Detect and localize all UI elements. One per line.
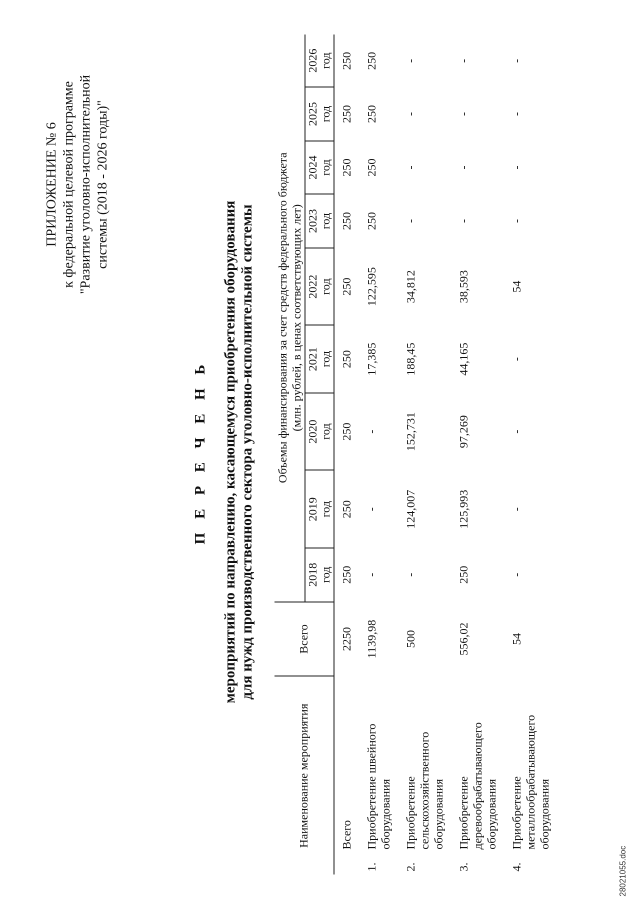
header-year bbox=[305, 87, 334, 141]
header-funding-line: Объемы финансирования за счет средств федерального бюджета bbox=[275, 152, 290, 484]
row-value: - bbox=[509, 112, 524, 117]
appendix-line: к федеральной целевой программе bbox=[61, 81, 77, 288]
row-value: - bbox=[364, 429, 379, 434]
table-row bbox=[360, 35, 399, 875]
row-value: - bbox=[403, 112, 418, 117]
appendix-line: системы (2018 - 2026 годы)" bbox=[95, 100, 111, 269]
row-value: 250 bbox=[339, 105, 354, 124]
row-value: 124,007 bbox=[403, 489, 418, 529]
header-year bbox=[305, 194, 334, 248]
header-year-number: 2020 bbox=[305, 419, 320, 444]
row-value: - bbox=[456, 58, 471, 63]
row-value: 54 bbox=[509, 280, 524, 293]
table-body bbox=[334, 35, 558, 875]
row-value: 17,385 bbox=[364, 342, 379, 376]
row-value: 250 bbox=[339, 158, 354, 177]
row-value: 34,812 bbox=[403, 270, 418, 304]
row-index: 3. bbox=[456, 862, 471, 872]
row-value: - bbox=[403, 165, 418, 170]
header-year-number: 2024 bbox=[305, 155, 320, 180]
row-value: 97,269 bbox=[456, 415, 471, 449]
table-row bbox=[399, 35, 452, 875]
header-funding-line: (млн. рублей, в ценах соответствующих лет) bbox=[289, 204, 304, 432]
header-year-suffix: год bbox=[318, 423, 333, 440]
table-row bbox=[452, 35, 505, 875]
header-year bbox=[305, 325, 334, 392]
header-year bbox=[305, 393, 334, 471]
row-value: - bbox=[456, 165, 471, 170]
rotated-page bbox=[1, 0, 640, 905]
row-value: 250 bbox=[339, 51, 354, 70]
appendix-header bbox=[44, 20, 112, 350]
table-header-row bbox=[275, 35, 306, 875]
table-row bbox=[334, 35, 360, 875]
header-year-number: 2023 bbox=[305, 209, 320, 234]
row-value: - bbox=[509, 58, 524, 63]
header-year-suffix: год bbox=[318, 350, 333, 368]
row-value: - bbox=[509, 219, 524, 224]
appendix-line: "Развитие уголовно-исполнительной bbox=[78, 74, 94, 295]
row-value: - bbox=[456, 112, 471, 117]
header-year bbox=[305, 470, 334, 548]
row-value: 250 bbox=[456, 565, 471, 584]
row-total: 556,02 bbox=[456, 622, 471, 656]
row-value: 250 bbox=[364, 212, 379, 231]
row-value: 152,731 bbox=[403, 412, 418, 452]
row-name: Приобретение деревообрабатывающего оборудования bbox=[456, 722, 499, 850]
row-value: - bbox=[509, 507, 524, 512]
row-index: 1. bbox=[364, 862, 379, 872]
header-year-number: 2021 bbox=[305, 347, 320, 372]
row-value: - bbox=[509, 429, 524, 434]
row-value: 250 bbox=[364, 158, 379, 177]
row-value: - bbox=[509, 165, 524, 170]
row-value: - bbox=[509, 572, 524, 577]
row-value: - bbox=[364, 507, 379, 512]
row-name: Приобретение швейного оборудования bbox=[364, 723, 393, 850]
row-value: 250 bbox=[339, 350, 354, 369]
subtitle-line: мероприятий по направлению, касающемуся приобретения оборудования bbox=[222, 200, 239, 704]
row-value: 188,45 bbox=[403, 342, 418, 376]
row-index: 4. bbox=[509, 862, 524, 872]
header-year bbox=[305, 141, 334, 195]
row-value: 250 bbox=[339, 277, 354, 296]
header-year-suffix: год bbox=[318, 105, 333, 123]
header-year-suffix: год bbox=[318, 159, 333, 176]
row-index bbox=[334, 853, 360, 875]
header-year bbox=[305, 248, 334, 326]
row-value: 250 bbox=[339, 500, 354, 519]
header-total: Всего bbox=[275, 602, 335, 677]
row-value: - bbox=[456, 219, 471, 224]
header-year-suffix: год bbox=[318, 278, 333, 295]
row-name: Всего bbox=[339, 820, 354, 850]
row-value: 38,593 bbox=[456, 270, 471, 304]
header-year-suffix: год bbox=[318, 52, 333, 69]
row-index: 2. bbox=[403, 862, 418, 872]
row-total: 500 bbox=[403, 630, 418, 649]
row-total: 54 bbox=[509, 633, 524, 646]
row-value: 125,993 bbox=[456, 489, 471, 529]
header-year bbox=[305, 548, 334, 602]
header-year-number: 2022 bbox=[305, 274, 320, 299]
header-name: Наименование мероприятия bbox=[275, 677, 335, 875]
header-year-number: 2026 bbox=[305, 48, 320, 73]
row-value: 250 bbox=[364, 105, 379, 124]
row-total: 2250 bbox=[339, 627, 354, 652]
row-value: 250 bbox=[339, 565, 354, 584]
row-value: 122,595 bbox=[364, 267, 379, 307]
header-year bbox=[305, 35, 334, 88]
header-funding-group bbox=[275, 35, 306, 602]
subtitle-line: для нужд производственного сектора уголовно-исполнительной системы bbox=[239, 204, 256, 700]
row-total: 1139,98 bbox=[364, 619, 379, 659]
row-value: - bbox=[403, 572, 418, 577]
header-year-suffix: год bbox=[318, 212, 333, 230]
document-title: П Е Р Е Ч Е Н Ь bbox=[192, 359, 209, 545]
row-name: Приобретение металлообрабатывающего оборудования bbox=[509, 714, 552, 850]
appendix-title: ПРИЛОЖЕНИЕ № 6 bbox=[44, 122, 60, 247]
row-value: 44,165 bbox=[456, 342, 471, 376]
header-year-suffix: год bbox=[318, 566, 333, 583]
row-value: - bbox=[364, 572, 379, 577]
header-year-suffix: год bbox=[318, 501, 333, 518]
header-year-number: 2018 bbox=[305, 562, 320, 587]
row-value: - bbox=[509, 357, 524, 362]
document-subtitle bbox=[223, 0, 257, 905]
header-year-number: 2025 bbox=[305, 102, 320, 127]
header-year-number: 2019 bbox=[305, 497, 320, 522]
row-value: 250 bbox=[339, 212, 354, 231]
row-value: 250 bbox=[339, 422, 354, 441]
row-value: - bbox=[403, 219, 418, 224]
file-name: 28021055.doc bbox=[618, 845, 628, 897]
table-row bbox=[505, 35, 558, 875]
row-name: Приобретение сельскохозяйственного оборудования bbox=[403, 731, 446, 850]
funding-table bbox=[275, 35, 558, 875]
row-value: 250 bbox=[364, 51, 379, 70]
row-value: - bbox=[403, 58, 418, 63]
